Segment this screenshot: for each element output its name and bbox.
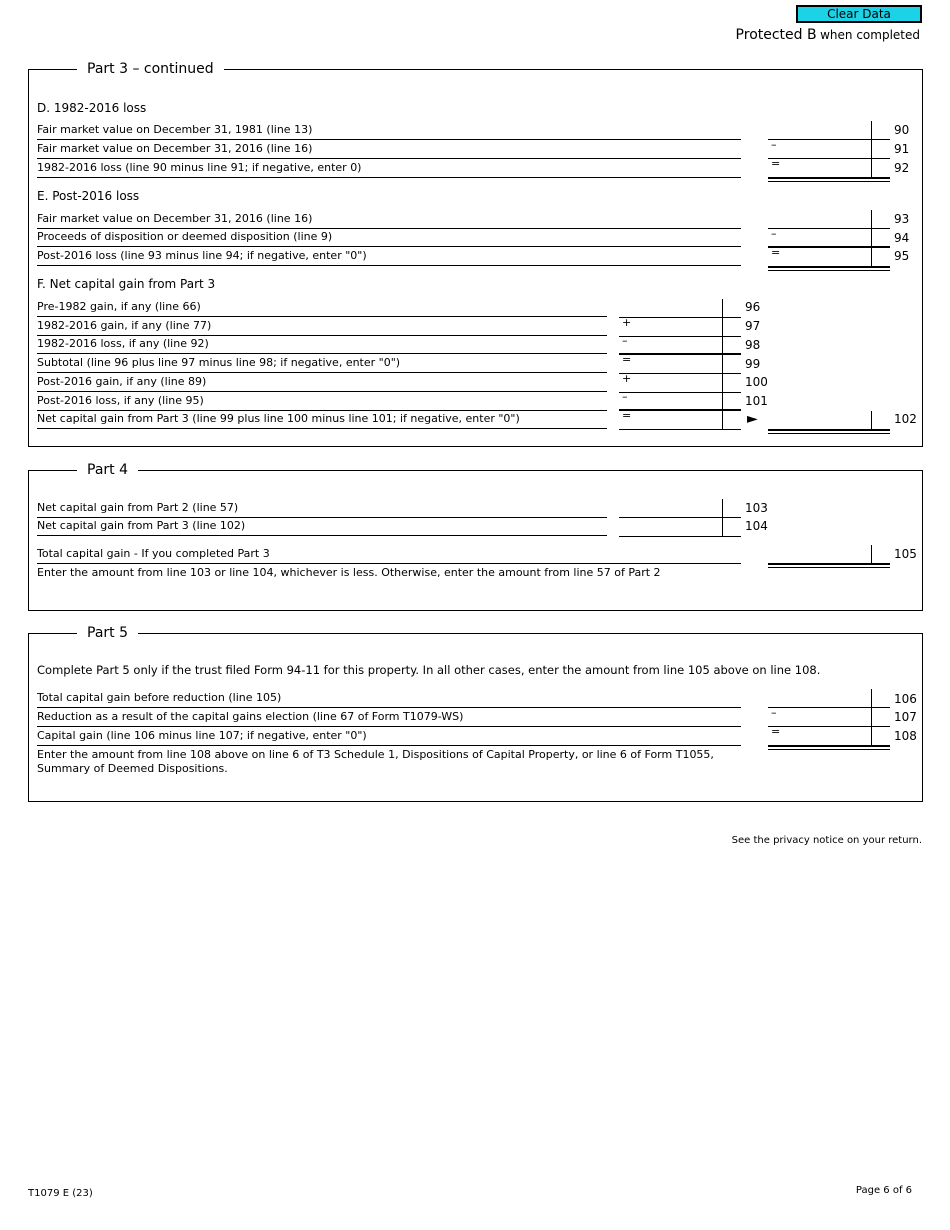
line-90-rule xyxy=(37,139,741,140)
line-99-number: 99 xyxy=(745,357,761,371)
line-103-number: 103 xyxy=(745,501,768,515)
line-108-operator: = xyxy=(771,725,781,738)
line-93-rule xyxy=(37,228,741,229)
line-105-rule xyxy=(37,563,741,564)
part5-instruction: Enter the amount from line 108 above on line 6 of T3 Schedule 1, Dispositions of Capital Property, or line 6 of Form T1055, Summary of Deemed Dispositions. xyxy=(37,748,714,775)
line-95-input[interactable] xyxy=(768,248,890,267)
line-108-rule xyxy=(37,745,741,746)
line-98-input[interactable] xyxy=(619,336,741,355)
line-90-input[interactable] xyxy=(768,121,890,140)
line-102-rule xyxy=(37,428,607,429)
line-105-input[interactable] xyxy=(768,545,890,564)
line-100-operator: + xyxy=(622,372,632,385)
line-99-operator: = xyxy=(622,353,632,366)
protected-b-suffix: when completed xyxy=(820,28,920,42)
line-104-number: 104 xyxy=(745,519,768,533)
line-96-label: Pre-1982 gain, if any (line 66) xyxy=(37,300,201,313)
line-107-input[interactable] xyxy=(768,708,890,727)
line-92-rule xyxy=(37,177,741,178)
line-96-rule xyxy=(37,316,607,317)
part4-legend: Part 4 xyxy=(77,461,138,479)
line-102-number: 102 xyxy=(894,412,917,426)
line-108-label: Capital gain (line 106 minus line 107; if negative, enter "0") xyxy=(37,729,367,742)
line-105-label: Total capital gain - If you completed Part 3 xyxy=(37,547,270,560)
line-93-input[interactable] xyxy=(768,210,890,229)
line-101-input[interactable] xyxy=(619,392,741,411)
line-91-rule xyxy=(37,158,741,159)
part3-section xyxy=(28,61,923,447)
line-101-rule xyxy=(37,410,607,411)
clear-data-button[interactable]: Clear Data xyxy=(796,5,922,23)
line-91-operator: – xyxy=(771,138,777,151)
line-103-input[interactable] xyxy=(619,499,741,518)
line-98-operator: – xyxy=(622,334,628,347)
line-99-label: Subtotal (line 96 plus line 97 minus line 98; if negative, enter "0") xyxy=(37,356,401,369)
line-92-number: 92 xyxy=(894,161,910,175)
section-f-heading: F. Net capital gain from Part 3 xyxy=(37,277,216,291)
line-100-rule xyxy=(37,391,607,392)
line-108-number: 108 xyxy=(894,729,917,743)
section-e-heading: E. Post-2016 loss xyxy=(37,189,140,203)
line-94-input[interactable] xyxy=(768,229,890,248)
line-96-number: 96 xyxy=(745,300,761,314)
part5-legend: Part 5 xyxy=(77,624,138,642)
line-95-label: Post-2016 loss (line 93 minus line 94; if negative, enter "0") xyxy=(37,249,367,262)
line-90-label: Fair market value on December 31, 1981 (line 13) xyxy=(37,123,313,136)
line-99-input[interactable] xyxy=(619,355,741,374)
line-103-rule xyxy=(37,517,607,518)
line-106-number: 106 xyxy=(894,692,917,706)
carry-forward-arrow-icon: ► xyxy=(747,411,758,427)
line-103-label: Net capital gain from Part 2 (line 57) xyxy=(37,501,239,514)
line-107-rule xyxy=(37,726,741,727)
line-99-rule xyxy=(37,372,607,373)
line-97-number: 97 xyxy=(745,319,761,333)
line-108-input[interactable] xyxy=(768,727,890,746)
line-106-input[interactable] xyxy=(768,689,890,708)
section-d-heading: D. 1982-2016 loss xyxy=(37,101,147,115)
line-102-input[interactable] xyxy=(768,411,890,430)
line-93-number: 93 xyxy=(894,212,910,226)
line-98-label: 1982-2016 loss, if any (line 92) xyxy=(37,337,209,350)
line-97-label: 1982-2016 gain, if any (line 77) xyxy=(37,319,212,332)
line-100-input[interactable] xyxy=(619,374,741,393)
line-102-label: Net capital gain from Part 3 (line 99 plus line 100 minus line 101; if negative, enter "0") xyxy=(37,412,520,425)
line-102-subtotal-input[interactable] xyxy=(619,411,741,430)
form-code: T1079 E (23) xyxy=(28,1188,93,1199)
line-105-number: 105 xyxy=(894,547,917,561)
line-97-operator: + xyxy=(622,316,632,329)
line-104-label: Net capital gain from Part 3 (line 102) xyxy=(37,519,246,532)
line-92-label: 1982-2016 loss (line 90 minus line 91; if negative, enter 0) xyxy=(37,161,362,174)
line-90-number: 90 xyxy=(894,123,910,137)
line-94-operator: – xyxy=(771,227,777,240)
protected-b-label: Protected B xyxy=(735,27,817,43)
line-97-rule xyxy=(37,335,607,336)
protected-b-notice xyxy=(736,27,920,43)
line-95-operator: = xyxy=(771,246,781,259)
line-94-number: 94 xyxy=(894,231,910,245)
line-101-label: Post-2016 loss, if any (line 95) xyxy=(37,394,204,407)
line-91-input[interactable] xyxy=(768,140,890,159)
line-96-input[interactable] xyxy=(619,299,741,318)
line-92-operator: = xyxy=(771,157,781,170)
line-107-operator: – xyxy=(771,706,777,719)
line-100-number: 100 xyxy=(745,375,768,389)
line-106-rule xyxy=(37,707,741,708)
line-95-rule xyxy=(37,265,741,266)
line-91-number: 91 xyxy=(894,142,910,156)
line-92-input[interactable] xyxy=(768,159,890,178)
part4-instruction: Enter the amount from line 103 or line 104, whichever is less. Otherwise, enter the amount from line 57 of Part 2 xyxy=(37,566,661,579)
privacy-notice: See the privacy notice on your return. xyxy=(731,835,922,846)
line-95-number: 95 xyxy=(894,249,910,263)
line-107-label: Reduction as a result of the capital gains election (line 67 of Form T1079-WS) xyxy=(37,710,464,723)
part5-intro: Complete Part 5 only if the trust filed Form 94-11 for this property. In all other cases, enter the amount from line 105 above on line 108. xyxy=(37,663,821,677)
line-101-number: 101 xyxy=(745,394,768,408)
line-104-rule xyxy=(37,535,607,536)
line-97-input[interactable] xyxy=(619,318,741,337)
line-98-rule xyxy=(37,353,607,354)
part3-legend: Part 3 – continued xyxy=(77,60,224,78)
part4-section xyxy=(28,462,923,611)
line-107-number: 107 xyxy=(894,710,917,724)
line-91-label: Fair market value on December 31, 2016 (line 16) xyxy=(37,142,313,155)
line-93-label: Fair market value on December 31, 2016 (line 16) xyxy=(37,212,313,225)
line-106-label: Total capital gain before reduction (line 105) xyxy=(37,691,282,704)
page-number: Page 6 of 6 xyxy=(855,1185,912,1196)
line-94-label: Proceeds of disposition or deemed disposition (line 9) xyxy=(37,230,333,243)
line-101-operator: – xyxy=(622,390,628,403)
line-94-rule xyxy=(37,246,741,247)
line-104-input[interactable] xyxy=(619,518,741,537)
part5-section xyxy=(28,625,923,802)
line-100-label: Post-2016 gain, if any (line 89) xyxy=(37,375,207,388)
line-98-number: 98 xyxy=(745,338,761,352)
line-102-operator: = xyxy=(622,409,632,422)
